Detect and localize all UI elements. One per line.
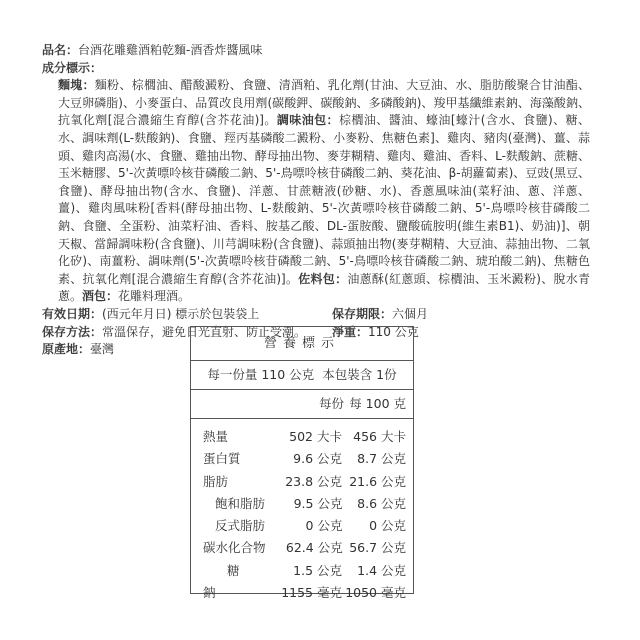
nutrition-facts-table — [190, 326, 414, 601]
noodles-value: 麵粉、棕櫚油、醋酸澱粉、食鹽、清酒粕、乳化劑(甘油、大豆油、水、脂肪酸聚合甘油酯、大豆卵磷脂)、小麥蛋白、品質改良用劑(碳酸鉀、碳酸鈉、多磷酸鈉)、羧甲基纖維素鈉、海藻酸鈉、抗氧化劑[混合濃縮生育醇(含芥花油)]。 — [58, 78, 590, 128]
product-name-label: 品名： — [42, 43, 79, 57]
nutrient-per-100g: 21.6 公克 — [349, 473, 406, 489]
nutrient-row — [191, 493, 413, 515]
ingredients-heading — [42, 60, 590, 78]
ingredients-label: 成分標示： — [42, 60, 103, 75]
sauce-value: 棕櫚油、醬油、蠔油[蠔汁(含水、食鹽)、糖、水、調味劑(L-麩酸鈉)、食鹽、羥丙基磷酸二澱粉、小麥粉、焦糖色素]、雞肉、豬肉(臺灣)、薑、蒜頭、雞肉高湯(水、食鹽、雞抽出物、酵母抽出物、麥芽糊精、雞肉、雞油、香料、L-麩酸鈉、蔗糖、玉米糖膠、5'-次黃嘌呤核苷磷酸二鈉、5'-鳥嘌呤核苷磷酸二鈉、葵花油、β-胡蘿蔔素)、豆豉(黑豆、食鹽)、酵母抽出物(含水、食鹽)、洋蔥、甘蔗糖液(砂糖、水)、香蔥風味油(菜籽油、蔥、洋蔥、薑)、雞肉風味粉[香料(酵母抽出物、L-麩酸鈉、5'-次黃嘌呤核苷磷酸二鈉、5'-鳥嘌呤核苷磷酸二鈉、食鹽、全蛋粉、油菜籽油、香料、胺基乙酸、DL-蛋胺酸、鹽酸硫胺明(維生素B1)、奶油)]、朝天椒、當歸調味粉(含食鹽)、川芎調味粉(含食鹽)、蒜頭抽出物(麥芽糊精、大豆油、蒜抽出物、二氧化矽)、南薑粉、調味劑(5'-次黃嘌呤核苷磷酸二鈉、5'-鳥嘌呤核苷磷酸二鈉、琥珀酸二鈉)、焦糖色素、抗氧化劑[混合濃縮生育醇(含芥花油)]。 — [58, 113, 590, 286]
nutrient-per-100g: 456 大卡 — [353, 429, 406, 444]
nutrient-per-serving: 0 公克 — [305, 518, 343, 534]
sauce-label: 調味油包： — [276, 113, 339, 128]
nutrient-per-serving: 9.6 公克 — [293, 451, 342, 467]
serving-info — [191, 361, 413, 389]
shelf-life-field — [332, 306, 428, 324]
nutrient-per-serving: 62.4 公克 — [285, 540, 343, 556]
nutrient-name: 飽和脂肪 — [215, 495, 266, 511]
nutrient-name: 糖 — [227, 562, 240, 578]
nutrient-per-serving: 9.5 公克 — [293, 495, 343, 511]
net-value: 110 公克 — [368, 324, 419, 339]
nutrient-per-serving: 1155 毫克 — [281, 585, 342, 601]
nutrient-row — [191, 515, 413, 537]
shelf-label: 保存期限： — [332, 306, 393, 321]
nutrition-title: 營養標示 — [263, 336, 340, 351]
net-label: 淨重： — [332, 324, 369, 339]
nutrient-row — [191, 448, 413, 470]
nutrient-name: 熱量 — [203, 429, 229, 444]
expiry-field — [42, 306, 332, 324]
ingredients-text — [58, 77, 590, 306]
nutrient-per-100g: 8.7 公克 — [357, 451, 406, 467]
nutrient-name: 脂肪 — [203, 473, 229, 489]
nutrient-name: 鈉 — [203, 585, 216, 601]
product-label — [42, 42, 590, 359]
noodles-label: 麵塊： — [58, 78, 95, 93]
ingredients-block — [42, 77, 590, 306]
shelf-value: 六個月 — [392, 306, 429, 321]
nutrient-name: 反式脂肪 — [215, 518, 266, 534]
servings-per-package: 本包裝含 1份 — [322, 367, 397, 382]
expiry-shelf-row — [42, 306, 590, 324]
nutrient-row — [191, 426, 413, 448]
column-headers — [191, 390, 413, 418]
nutrient-per-serving: 502 大卡 — [289, 429, 342, 444]
origin-value: 臺灣 — [90, 342, 115, 357]
column-per-serving: 每份 — [318, 396, 344, 411]
nutrient-row — [191, 560, 413, 582]
nutrient-row — [191, 582, 413, 604]
nutrient-per-serving: 1.5 公克 — [293, 562, 342, 578]
topping-value: 油蔥酥(紅蔥頭、棕櫚油、玉米澱粉)、脫水青蔥。 — [58, 271, 590, 304]
origin-label: 原產地： — [42, 342, 91, 357]
nutrient-per-100g: 0 公克 — [369, 518, 406, 534]
nutrient-rows — [191, 419, 413, 604]
wine-value: 花雕料理酒。 — [118, 289, 191, 304]
nutrient-per-serving: 23.8 公克 — [285, 473, 342, 489]
nutrient-row — [191, 471, 413, 493]
wine-label: 酒包： — [82, 289, 119, 304]
column-per-100g: 每 100 克 — [349, 396, 406, 411]
topping-label: 佐料包： — [298, 271, 348, 286]
nutrient-name: 碳水化合物 — [203, 540, 266, 556]
expiry-label: 有效日期： — [42, 306, 103, 321]
nutrient-per-100g: 1.4 公克 — [357, 562, 406, 578]
product-name-line — [42, 42, 590, 60]
nutrient-per-100g: 56.7 公克 — [349, 540, 406, 556]
nutrient-per-100g: 8.6 公克 — [357, 495, 406, 511]
storage-value: 常溫保存，避免日光直射、防止受潮。 — [102, 324, 307, 339]
nutrient-per-100g: 1050 毫克 — [345, 585, 406, 601]
nutrient-row — [191, 537, 413, 559]
storage-label: 保存方法： — [42, 324, 103, 339]
expiry-value: (西元年月日) 標示於包裝袋上 — [102, 306, 260, 321]
product-name-value: 台酒花雕雞酒粕乾麵-酒香炸醬風味 — [78, 43, 263, 57]
serving-size: 每一份量 110 公克 — [207, 367, 315, 382]
nutrient-name: 蛋白質 — [203, 451, 241, 467]
